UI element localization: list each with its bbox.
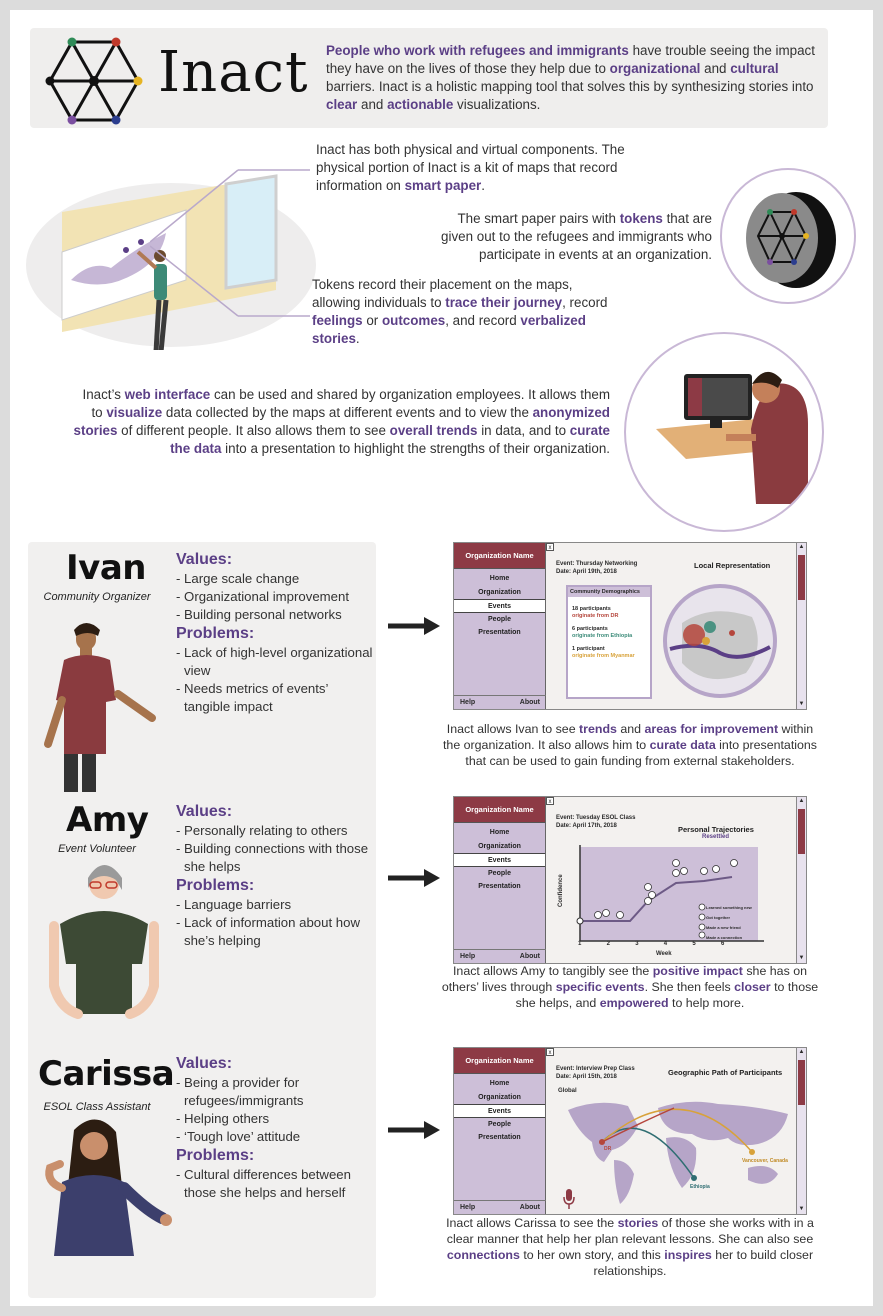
app-sidebar <box>454 543 546 709</box>
app-mockup-ivan <box>453 542 807 710</box>
problems-heading: Problems: <box>176 877 255 894</box>
highlight-text: curate data <box>649 738 716 752</box>
body-text: Inact allows Ivan to see <box>446 722 580 736</box>
highlight-text: trace their journey <box>445 295 563 310</box>
microphone-icon[interactable] <box>562 1188 576 1210</box>
scroll-thumb[interactable] <box>798 1060 805 1105</box>
chart-title: Geographic Path of Participants <box>668 1068 783 1077</box>
scroll-up-icon[interactable]: ▲ <box>798 1049 805 1055</box>
x-axis-label: Week <box>656 951 672 957</box>
body-text: visualizations. <box>453 97 541 112</box>
x-tick-label: 4 <box>663 941 668 947</box>
scroll-thumb[interactable] <box>798 809 805 854</box>
arrow-icon <box>388 616 440 636</box>
body-text: in data, and to <box>477 423 570 438</box>
highlight-text: specific events <box>555 980 645 994</box>
event-date: Date: April 17th, 2018 <box>556 822 617 829</box>
body-text: data collected by the maps at different events and to view the <box>162 405 533 420</box>
body-text: Inact’s <box>82 387 125 402</box>
help-link[interactable]: Help <box>460 1204 476 1211</box>
value-item: - Being a provider for refugees/immigrants <box>176 1075 304 1108</box>
x-tick-label: 1 <box>578 941 582 947</box>
tokens-record-paragraph <box>312 276 612 348</box>
scroll-up-icon[interactable]: ▲ <box>798 544 805 550</box>
about-link[interactable]: About <box>519 1204 540 1211</box>
help-link[interactable]: Help <box>460 699 476 706</box>
web-interface-circle <box>624 332 824 532</box>
body-text: and <box>357 97 388 112</box>
scrollbar[interactable] <box>796 1048 806 1214</box>
x-tick-label: 2 <box>606 941 610 947</box>
body-text: and <box>616 722 645 736</box>
demographic-origin: originate from Myanmar <box>572 653 635 659</box>
highlight-text: smart paper <box>404 178 482 193</box>
event-info <box>556 561 637 576</box>
nav-item-home[interactable]: Home <box>489 829 510 836</box>
header-description <box>326 42 826 114</box>
body-text: . <box>355 331 360 346</box>
org-name-header[interactable]: Organization Name <box>454 1048 545 1074</box>
arrow-icon <box>388 868 440 888</box>
problem-item: - Cultural differences between those she helps and herself <box>176 1167 351 1200</box>
persona-role: Community Organizer <box>43 591 151 603</box>
chart-title: Personal Trajectories <box>678 825 754 834</box>
local-map-graphic <box>662 583 778 699</box>
body-text: . She then feels <box>644 980 735 994</box>
nav-item-home[interactable]: Home <box>489 575 510 582</box>
body-text: . <box>481 178 485 193</box>
highlight-text: verbalized stories <box>312 313 586 346</box>
scrollbar[interactable] <box>796 543 806 709</box>
persona-details <box>176 1054 376 1202</box>
persona-details <box>176 550 376 716</box>
sidebar-footer <box>454 1200 546 1214</box>
world-map-graphic <box>558 1096 794 1208</box>
nav-item-organization[interactable]: Organization <box>478 588 521 596</box>
nav-item-events[interactable]: Events <box>454 599 545 613</box>
body-text: and <box>700 61 731 76</box>
nav-item-events[interactable]: Events <box>454 1104 545 1118</box>
body-text: she has on others’ lives through <box>441 964 807 994</box>
body-text: her to build closer relationships. <box>593 1248 814 1278</box>
value-item: - Helping others <box>176 1111 270 1126</box>
chart-subtitle: Resettled <box>702 834 730 840</box>
app-sidebar <box>454 1048 546 1214</box>
legend-entry: Learned something new <box>706 905 752 910</box>
problem-item: - Language barriers <box>176 897 292 912</box>
nav-item-people[interactable]: People <box>488 1120 511 1128</box>
value-item: - ‘Tough love’ attitude <box>176 1129 301 1144</box>
persona-figure-carissa <box>34 1116 184 1256</box>
highlight-text: closer <box>734 980 771 994</box>
highlight-text: cultural <box>730 61 779 76</box>
legend-entry: Made a connection <box>706 935 743 940</box>
computer-user-illustration <box>626 334 824 532</box>
nav-item-organization[interactable]: Organization <box>478 1093 521 1101</box>
about-link[interactable]: About <box>519 699 540 706</box>
close-icon[interactable]: x <box>546 543 554 551</box>
highlight-text: visualize <box>106 405 163 420</box>
help-link[interactable]: Help <box>460 953 476 960</box>
body-text: Inact allows Carissa to see the <box>446 1216 618 1230</box>
body-text: barriers. Inact is a holistic mapping tool that solves this by synthesizing stories into <box>326 79 814 94</box>
problem-item: - Lack of information about how she’s helping <box>176 915 360 948</box>
body-text: into a presentation to highlight the strengths of their organization. <box>221 441 610 456</box>
place-label-ethiopia: Ethiopia <box>690 1184 710 1190</box>
demographic-origin: originate from DR <box>572 613 619 619</box>
highlight-text: areas for improvement <box>644 722 779 736</box>
highlight-text: clear <box>326 97 358 112</box>
highlight-text: anonymized stories <box>73 405 610 438</box>
body-text: or <box>362 313 382 328</box>
demographic-origin: originate from Ethiopia <box>572 633 633 639</box>
event-info <box>556 815 635 830</box>
persona-figure-amy <box>40 854 170 1044</box>
persona-name: Ivan <box>66 548 146 588</box>
tokens-paragraph <box>432 210 712 264</box>
x-tick-label: 3 <box>635 941 639 947</box>
highlight-text: curate the data <box>170 423 610 456</box>
persona-name: Amy <box>66 800 149 840</box>
token-circle <box>720 168 856 304</box>
scroll-down-icon[interactable]: ▼ <box>798 701 805 707</box>
problems-heading: Problems: <box>176 1147 255 1164</box>
value-item: - Personally relating to others <box>176 823 348 838</box>
highlight-text: People who work with refugees and immigrants <box>326 43 629 58</box>
highlight-text: organizational <box>609 61 701 76</box>
body-text: into presentations that can be used to gain funding from external stakeholders. <box>465 738 817 768</box>
arrow-icon <box>388 1120 440 1140</box>
highlight-text: empowered <box>599 996 669 1010</box>
values-heading: Values: <box>176 1055 233 1072</box>
event-date: Date: April 15th, 2018 <box>556 1073 617 1080</box>
values-heading: Values: <box>176 803 233 820</box>
nav-item-presentation[interactable]: Presentation <box>478 629 521 636</box>
persona-caption <box>440 721 820 769</box>
sidebar-footer <box>454 695 546 709</box>
header-banner <box>30 28 828 128</box>
persona-caption <box>440 1215 820 1279</box>
place-label-vancouver: Vancouver, Canada <box>742 1158 788 1164</box>
highlight-text: inspires <box>664 1248 712 1262</box>
close-icon[interactable]: x <box>546 1048 554 1056</box>
demographics-box <box>566 585 652 699</box>
persona-figure-ivan <box>34 614 174 794</box>
persona-details <box>176 802 376 950</box>
sidebar-footer <box>454 949 546 963</box>
value-item: - Building connections with those she helps <box>176 841 369 874</box>
scroll-down-icon[interactable]: ▼ <box>798 1206 805 1212</box>
x-tick-label: 5 <box>692 941 696 947</box>
body-text: have trouble seeing the impact they have on the lives of those they help due to <box>326 43 815 76</box>
event-info <box>556 1066 635 1081</box>
token-icon <box>722 170 856 304</box>
chart-title: Local Representation <box>694 561 771 570</box>
body-text: Inact has both physical and virtual components. The physical portion of Inact is a kit of maps that record information on <box>316 142 625 193</box>
body-text: within the organization. It also allows him to <box>442 722 814 752</box>
scroll-up-icon[interactable]: ▲ <box>798 798 805 804</box>
highlight-text: trends <box>579 722 617 736</box>
value-item: - Building personal networks <box>176 607 342 622</box>
nav-item-people[interactable]: People <box>488 615 511 623</box>
nav-item-people[interactable]: People <box>488 869 511 877</box>
inact-logo-icon <box>44 36 144 126</box>
nav-item-home[interactable]: Home <box>489 1080 510 1087</box>
body-text: of those she works with in a clear manner that help her plan relevant lessons. She can also see <box>446 1216 814 1246</box>
body-text: The smart paper pairs with <box>457 211 620 226</box>
legend-entry: Got together <box>706 915 730 920</box>
scroll-down-icon[interactable]: ▼ <box>798 955 805 961</box>
legend-entry: Made a new friend <box>706 925 741 930</box>
app-mockup-carissa <box>453 1047 807 1215</box>
close-icon[interactable]: x <box>546 797 554 805</box>
value-item: - Large scale change <box>176 571 300 586</box>
org-name-header[interactable]: Organization Name <box>454 797 545 823</box>
body-text: to her own story, and this <box>519 1248 665 1262</box>
demographic-count: 18 participants <box>572 606 611 612</box>
body-text: Tokens record their placement on the maps, allowing individuals to <box>312 277 573 310</box>
body-text: to help more. <box>668 996 745 1010</box>
demographics-list <box>568 597 650 663</box>
highlight-text: positive impact <box>652 964 743 978</box>
scrollbar[interactable] <box>796 797 806 963</box>
body-text: of different people. It also allows them to see <box>117 423 390 438</box>
infographic-page <box>10 10 873 1306</box>
problem-item: - Needs metrics of events’ tangible impact <box>176 681 328 714</box>
body-text: that are given out to the refugees and immigrants who participate in events at an organization. <box>441 211 712 262</box>
event-name: Event: Thursday Networking <box>556 561 638 567</box>
highlight-text: connections <box>446 1248 520 1262</box>
web-interface-paragraph <box>70 386 610 458</box>
body-text: can be used and shared by organization employees. It allows them to <box>91 387 610 420</box>
highlight-text: outcomes <box>381 313 446 328</box>
body-text: Inact allows Amy to tangibly see the <box>452 964 653 978</box>
demographic-count: 1 participant <box>572 646 605 652</box>
connector-lines <box>150 162 310 322</box>
event-date: Date: April 19th, 2018 <box>556 568 617 575</box>
demographics-title: Community Demographics <box>568 587 650 597</box>
highlight-text: actionable <box>387 97 454 112</box>
event-name: Event: Tuesday ESOL Class <box>556 815 636 821</box>
app-sidebar <box>454 797 546 963</box>
nav-item-presentation[interactable]: Presentation <box>478 883 521 890</box>
scroll-thumb[interactable] <box>798 555 805 600</box>
persona-name: Carissa <box>38 1054 175 1094</box>
values-heading: Values: <box>176 551 233 568</box>
about-link[interactable]: About <box>519 953 540 960</box>
map-label: Global <box>558 1088 577 1094</box>
body-text: to those she helps, and <box>515 980 819 1010</box>
physical-paragraph <box>316 141 626 195</box>
demographic-count: 6 participants <box>572 626 608 632</box>
highlight-text: overall trends <box>389 423 478 438</box>
logo-wordmark: Inact <box>158 40 309 105</box>
nav-item-events[interactable]: Events <box>454 853 545 867</box>
body-text: , record <box>562 295 608 310</box>
problem-item: - Lack of high-level organizational view <box>176 645 373 678</box>
nav-item-organization[interactable]: Organization <box>478 842 521 850</box>
event-name: Event: Interview Prep Class <box>556 1066 635 1072</box>
place-label-dr: DR <box>604 1146 612 1152</box>
org-name-header[interactable]: Organization Name <box>454 543 545 569</box>
persona-role: Event Volunteer <box>58 843 136 855</box>
y-axis-label: Confidence <box>558 874 564 907</box>
trajectory-legend <box>706 903 752 943</box>
persona-role: ESOL Class Assistant <box>43 1101 151 1113</box>
highlight-text: web interface <box>124 387 211 402</box>
value-item: - Organizational improvement <box>176 589 349 604</box>
problems-heading: Problems: <box>176 625 255 642</box>
app-mockup-amy <box>453 796 807 964</box>
highlight-text: stories <box>617 1216 659 1230</box>
x-ticks <box>572 941 772 949</box>
highlight-text: tokens <box>619 211 663 226</box>
nav-item-presentation[interactable]: Presentation <box>478 1134 521 1141</box>
body-text: , and record <box>445 313 521 328</box>
persona-caption <box>440 963 820 1011</box>
highlight-text: feelings <box>312 313 363 328</box>
x-tick-label: 6 <box>721 941 725 947</box>
